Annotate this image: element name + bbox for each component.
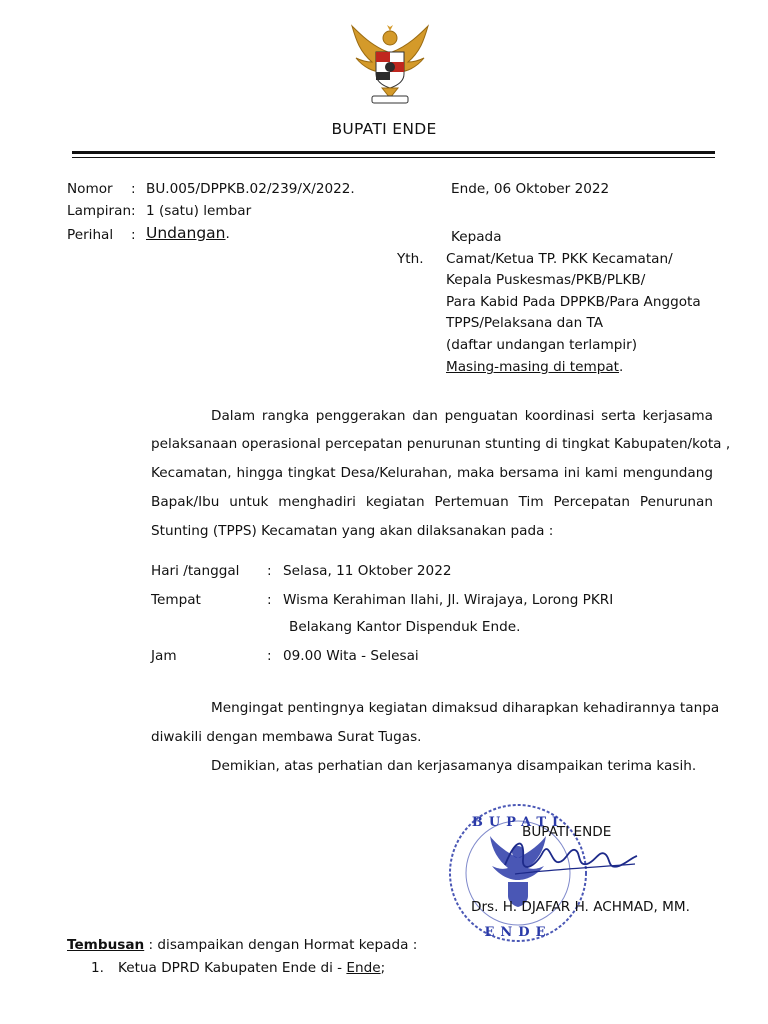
- recipient-last-line: Masing-masing di tempat: [446, 359, 620, 375]
- yth-label: Yth.: [397, 251, 424, 267]
- jam-value: 09.00 Wita - Selesai: [283, 648, 419, 664]
- paragraph-2-line-1: Mengingat pentingnya kegiatan dimaksud diharapkan kehadirannya tanpa: [211, 700, 720, 716]
- cc-item-text: Ketua DPRD Kabupaten Ende di -: [118, 960, 347, 976]
- paragraph-1-line-3: Kecamatan, hingga tingkat Desa/Kelurahan, maka bersama ini kami mengundang: [151, 465, 713, 481]
- hari-colon: :: [267, 563, 272, 579]
- cc-intro: : disampaikan dengan Hormat kepada :: [144, 937, 418, 953]
- recipient-last-dot: .: [619, 359, 624, 375]
- recipient-line-5: (daftar undangan terlampir): [446, 337, 638, 353]
- recipient-line-4: TPPS/Pelaksana dan TA: [446, 315, 604, 331]
- letterhead-rule-thin: [72, 157, 715, 158]
- lampiran-value: 1 (satu) lembar: [146, 203, 252, 219]
- stamp-top-text: BUPATI: [471, 815, 565, 830]
- cc-label: Tembusan: [67, 937, 145, 953]
- paragraph-1-line-4: Bapak/Ibu untuk menghadiri kegiatan Pertemuan Tim Percepatan Penurunan: [151, 494, 713, 510]
- letterhead-title: BUPATI ENDE: [331, 120, 437, 138]
- stamp-bottom-text: ENDE: [484, 925, 552, 940]
- cc-item-place: Ende: [346, 960, 381, 976]
- paragraph-1-line-1: Dalam rangka penggerakan dan penguatan koordinasi serta kerjasama: [211, 408, 713, 424]
- perihal-colon: :: [131, 227, 136, 243]
- kepada-label: Kepada: [451, 229, 502, 245]
- signatory-name: Drs. H. DJAFAR H. ACHMAD, MM.: [471, 899, 690, 915]
- lampiran-label: Lampiran: [67, 203, 132, 219]
- recipient-line-2: Kepala Puskesmas/PKB/PLKB/: [446, 272, 646, 288]
- paragraph-3: Demikian, atas perhatian dan kerjasamanya disampaikan terima kasih.: [211, 758, 697, 774]
- cc-heading: [67, 935, 417, 955]
- tempat-label: Tempat: [151, 592, 201, 608]
- nomor-label: Nomor: [67, 181, 113, 197]
- hari-value: Selasa, 11 Oktober 2022: [283, 563, 452, 579]
- cc-item-number: 1.: [91, 960, 104, 976]
- recipient-line-3: Para Kabid Pada DPPKB/Para Anggota: [446, 294, 701, 310]
- hari-label: Hari /tanggal: [151, 563, 240, 579]
- perihal-value-wrap: [146, 223, 230, 244]
- cc-item-end: ;: [380, 960, 386, 976]
- lampiran-colon: :: [131, 203, 136, 219]
- paragraph-2-line-2: diwakili dengan membawa Surat Tugas.: [151, 729, 422, 745]
- tempat-value-1: Wisma Kerahiman Ilahi, Jl. Wirajaya, Lorong PKRI: [283, 592, 614, 608]
- garuda-emblem-icon: [342, 22, 438, 106]
- perihal-dot: .: [225, 226, 230, 242]
- tempat-value-2: Belakang Kantor Dispenduk Ende.: [289, 619, 521, 635]
- paragraph-1-line-2: pelaksanaan operasional percepatan penurunan stunting di tingkat Kabupaten/kota ,: [151, 436, 731, 452]
- cc-item: [118, 958, 385, 978]
- perihal-value: Undangan: [146, 224, 226, 242]
- nomor-value: BU.005/DPPKB.02/239/X/2022.: [146, 181, 355, 197]
- perihal-label: Perihal: [67, 227, 114, 243]
- letterhead-rule: [72, 151, 715, 154]
- recipient-line-1: Camat/Ketua TP. PKK Kecamatan/: [446, 251, 673, 267]
- paragraph-1-line-5: Stunting (TPPS) Kecamatan yang akan dilaksanakan pada :: [151, 523, 554, 539]
- tempat-colon: :: [267, 592, 272, 608]
- place-date: Ende, 06 Oktober 2022: [451, 181, 610, 197]
- signature-title: BUPATI ENDE: [522, 824, 612, 840]
- jam-colon: :: [267, 648, 272, 664]
- jam-label: Jam: [151, 648, 177, 664]
- recipient-last-line-wrap: [446, 357, 623, 377]
- nomor-colon: :: [131, 181, 136, 197]
